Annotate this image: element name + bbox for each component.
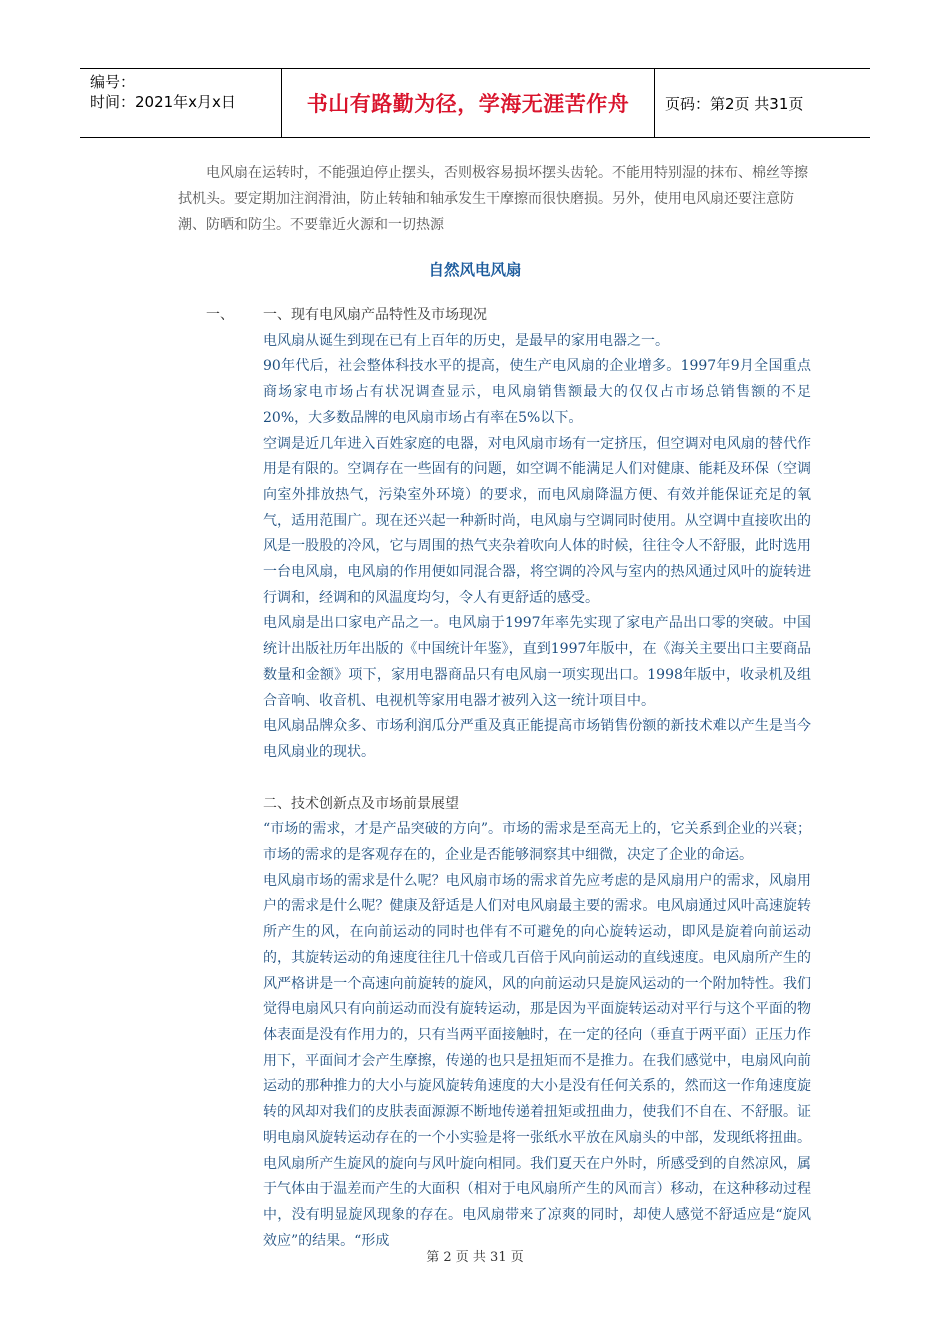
section-1-paragraph: 电风扇是出口家电产品之一。电风扇于1997年率先实现了家电产品出口零的突破。中国统计出版社历年出版的《中国统计年鉴》，直到1997年版中，在《海关主要出口主要商品数量和金额》项下，家用电器商品只有电风扇一项实现出口。1998年版中，收录机及组合音响、收音机、电视机等家用电器才被列入这一统计项目中。: [263, 615, 811, 709]
section-1-paragraph: 电风扇品牌众多、市场利润瓜分严重及真正能提高市场销售份额的新技术难以产生是当今电风扇业的现状。: [263, 718, 811, 760]
header-page-cell: [655, 69, 870, 137]
document-title: 自然风电风扇: [428, 261, 522, 279]
section-2-paragraph: 电风扇市场的需求是什么呢？电风扇市场的需求首先应考虑的是风扇用户的需求，风扇用户的需求是什么呢？健康及舒适是人们对电风扇最主要的需求。电风扇通过风叶高速旋转所产生的风，在向前运动的同时也伴有不可避免的向心旋转运动，即风是旋着向前运动的，其旋转运动的角速度往往几十倍或几百倍于风向前运动的直线速度。电风扇所产生的风严格讲是一个高速向前旋转的旋风，风的向前运动只是旋风运动的一个附加特性。我们觉得电扇风只有向前运动而没有旋转运动，那是因为平面旋转运动对平行与这个平面的物体表面是没有作用力的，只有当两平面接触时，在一定的径向（垂直于两平面）正压力作用下，平面间才会产生摩擦，传递的也只是扭矩而不是推力。在我们感觉中，电扇风向前运动的那种推力的大小与旋风旋转角速度的大小是没有任何关系的，然而这一作角速度旋转的风却对我们的皮肤表面源源不断地传递着扭矩或扭曲力，使我们不自在、不舒服。证明电扇风旋转运动存在的一个小实验是将一张纸水平放在风扇头的中部，发现纸将扭曲。电风扇所产生旋风的旋向与风叶旋向相同。我们夏天在户外时，所感受到的自然凉风，属于气体由于温差而产生的大面积（相对于电风扇所产生的风而言）移动，在这种移动过程中，没有明显旋风现象的存在。电风扇带来了凉爽的同时，却使人感觉不舒适应是“旋风效应”的结果。“形成: [263, 872, 811, 1249]
header-table: [80, 68, 870, 138]
header-motto-cell: [282, 69, 655, 137]
document-time-label: 时间：2021年x月x日: [90, 93, 236, 111]
section-marker: 一、: [206, 307, 234, 323]
page-footer: 第 2 页 共 31 页: [426, 1250, 524, 1265]
section-1: [263, 303, 811, 1254]
section-2-paragraph: “市场的需求，才是产品突破的方向”。市场的需求是至高无上的，它关系到企业的兴衰；市场的需求的是客观存在的，企业是否能够洞察其中细微，决定了企业的命运。: [263, 821, 811, 864]
header-page-number: 页码：第2页 共31页: [665, 94, 804, 113]
section-1-paragraph: 90年代后，社会整体科技水平的提高，使生产电风扇的企业增多。1997年9月全国重点商场家电市场占有状况调查显示，电风扇销售额最大的仅仅占市场总销售额的不足20%，大多数品牌的电风扇市场占有率在5%以下。: [263, 358, 811, 426]
section-1-paragraph: 电风扇从诞生到现在已有上百年的历史，是最早的家用电器之一。: [263, 332, 669, 349]
document-number-label: 编号：: [90, 73, 136, 91]
header-left-cell: [80, 69, 282, 137]
intro-paragraph: 电风扇在运转时，不能强迫停止摆头，否则极容易损坏摆头齿轮。不能用特别湿的抹布、棉丝等擦拭机头。要定期加注润滑油，防止转轴和轴承发生干摩擦而很快磨损。另外，使用电风扇还要注意防潮、防晒和防尘。不要靠近火源和一切热源: [178, 165, 808, 233]
header-motto: 书山有路勤为径，学海无涯苦作舟: [306, 92, 630, 116]
section-1-paragraph: 空调是近几年进入百姓家庭的电器，对电风扇市场有一定挤压，但空调对电风扇的替代作用是有限的。空调存在一些固有的问题，如空调不能满足人们对健康、能耗及环保（空调向室外排放热气，污染室外环境）的要求，而电风扇降温方便、有效并能保证充足的氧气，适用范围广。现在还兴起一种新时尚，电风扇与空调同时使用。从空调中直接吹出的风是一股股的冷风，它与周围的热气夹杂着吹向人体的时候，往往令人不舒服，此时选用一台电风扇，电风扇的作用便如同混合器，将空调的冷风与室内的热风通过风叶的旋转进行调和，经调和的风温度均匀，令人有更舒适的感受。: [263, 435, 811, 606]
section-2-heading: 二、技术创新点及市场前景展望: [263, 795, 459, 812]
section-1-heading: 一、现有电风扇产品特性及市场现况: [263, 307, 487, 323]
